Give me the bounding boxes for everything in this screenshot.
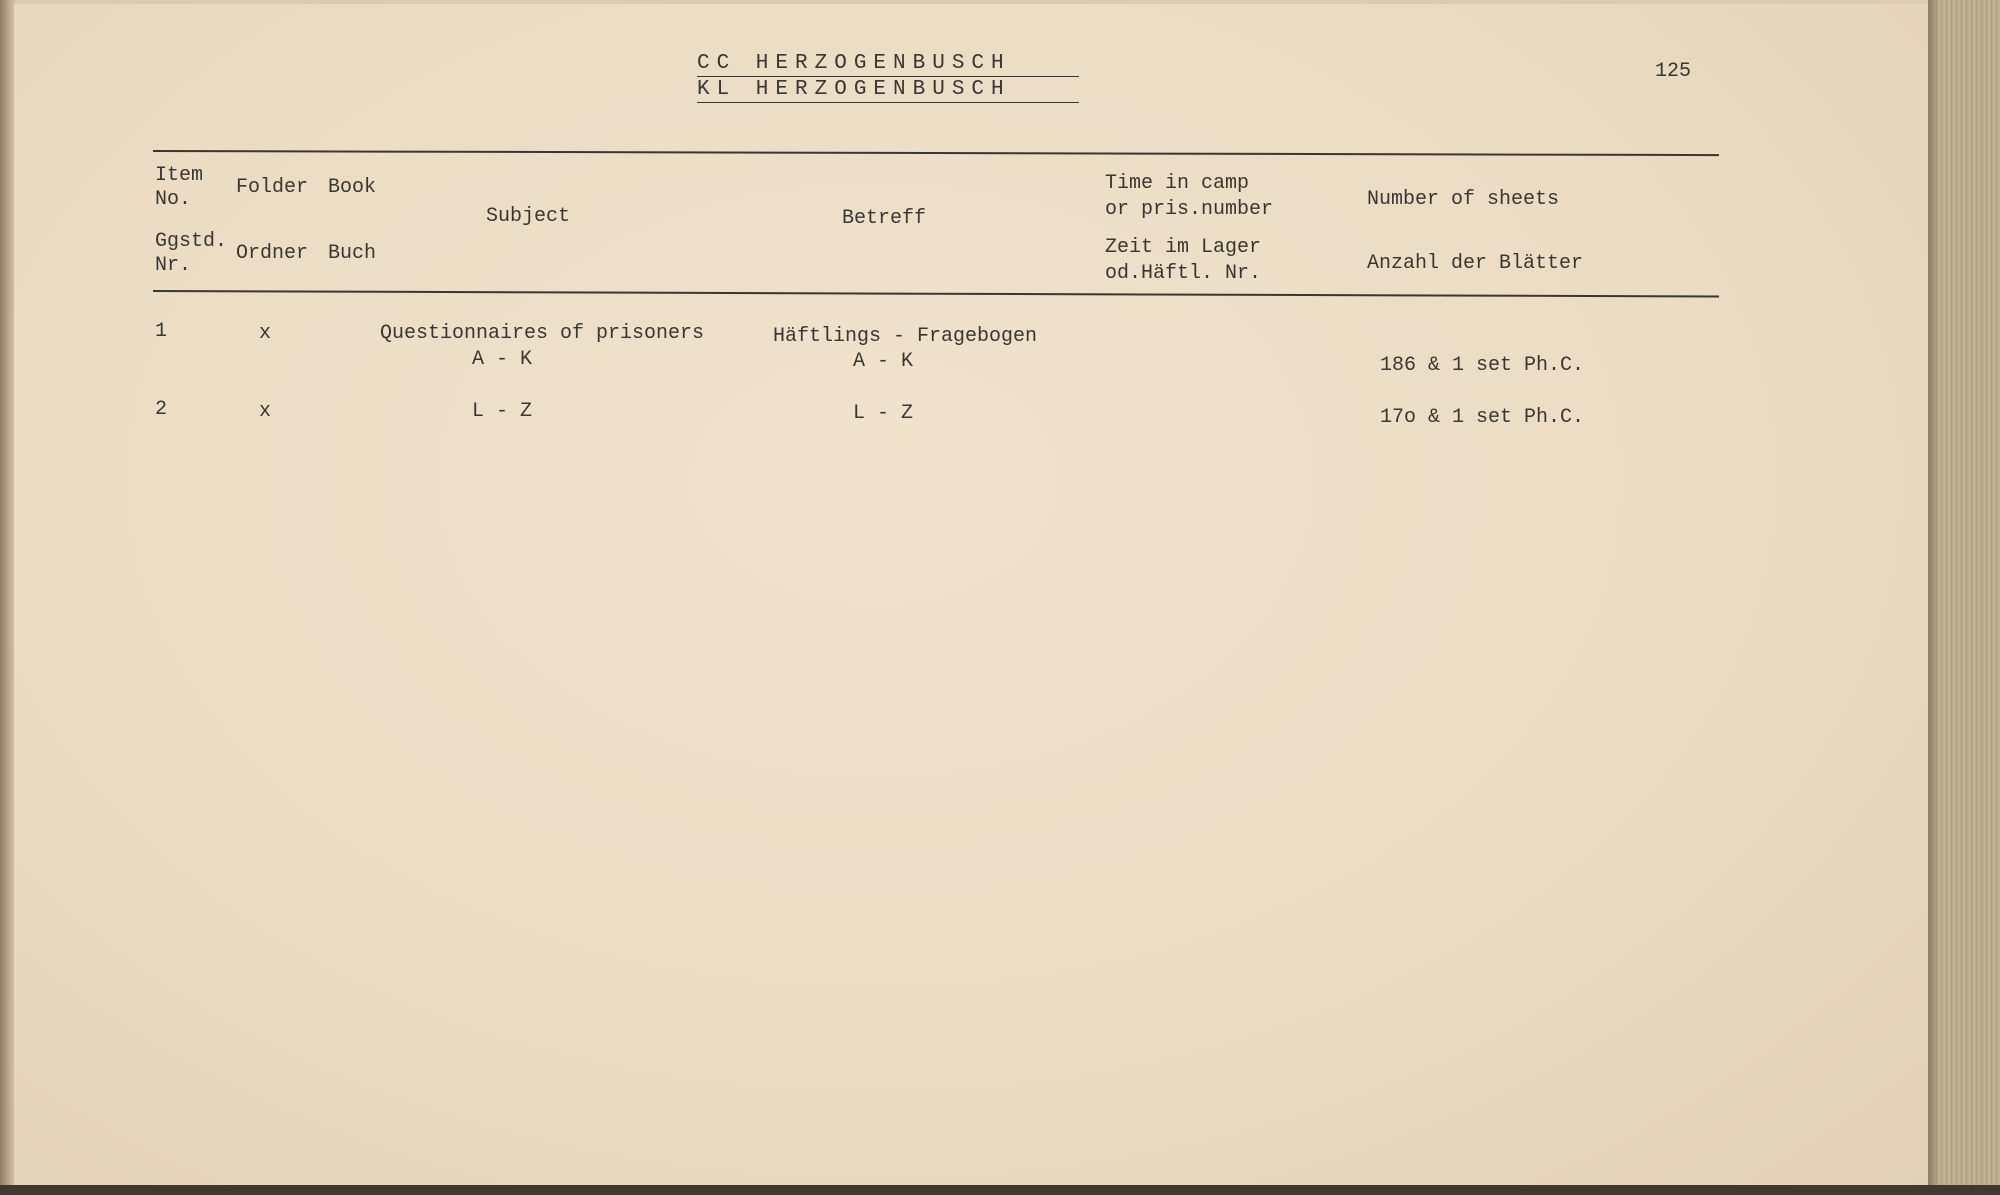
header-time-de-1: Zeit im Lager <box>1105 236 1262 259</box>
page-title-line-1: CC HERZOGENBUSCH <box>697 52 1011 75</box>
header-subject: Subject <box>486 205 571 228</box>
header-item-en-2: No. <box>155 188 192 211</box>
header-sheets-en: Number of sheets <box>1367 188 1560 211</box>
header-item-de-2: Nr. <box>155 254 192 277</box>
row-1-item: 1 <box>155 320 168 343</box>
bottom-edge <box>0 1185 2000 1195</box>
header-time-de-2: od.Häftl. Nr. <box>1105 262 1262 285</box>
row-2-sheets: 17o & 1 set Ph.C. <box>1380 406 1585 429</box>
row-2-subject: L - Z <box>472 400 533 423</box>
row-1-folder: x <box>259 322 272 345</box>
header-folder-de: Ordner <box>236 242 309 265</box>
row-1-sheets: 186 & 1 set Ph.C. <box>1380 354 1585 377</box>
title-underline-2 <box>697 102 1079 103</box>
header-time-en-1: Time in camp <box>1105 172 1250 195</box>
row-2-betreff: L - Z <box>853 402 914 425</box>
header-folder-en: Folder <box>236 176 309 199</box>
row-2-folder: x <box>259 400 272 423</box>
row-1-betreff: Häftlings - Fragebogen <box>773 325 1038 348</box>
row-1-subject-range: A - K <box>472 348 533 371</box>
header-sheets-de: Anzahl der Blätter <box>1367 252 1584 275</box>
header-item-de-1: Ggstd. <box>155 230 228 253</box>
page-stack-edge <box>1928 0 2000 1195</box>
row-1-betreff-range: A - K <box>853 350 914 373</box>
row-1-subject: Questionnaires of prisoners <box>380 322 705 345</box>
header-time-en-2: or pris.number <box>1105 198 1274 221</box>
page-number: 125 <box>1655 60 1692 83</box>
header-item-en-1: Item <box>155 164 204 187</box>
title-underline-1 <box>697 76 1079 77</box>
header-book-en: Book <box>328 176 377 199</box>
page-title-line-2: KL HERZOGENBUSCH <box>697 78 1011 101</box>
header-betreff: Betreff <box>842 207 927 230</box>
row-2-item: 2 <box>155 398 168 421</box>
header-book-de: Buch <box>328 242 377 265</box>
